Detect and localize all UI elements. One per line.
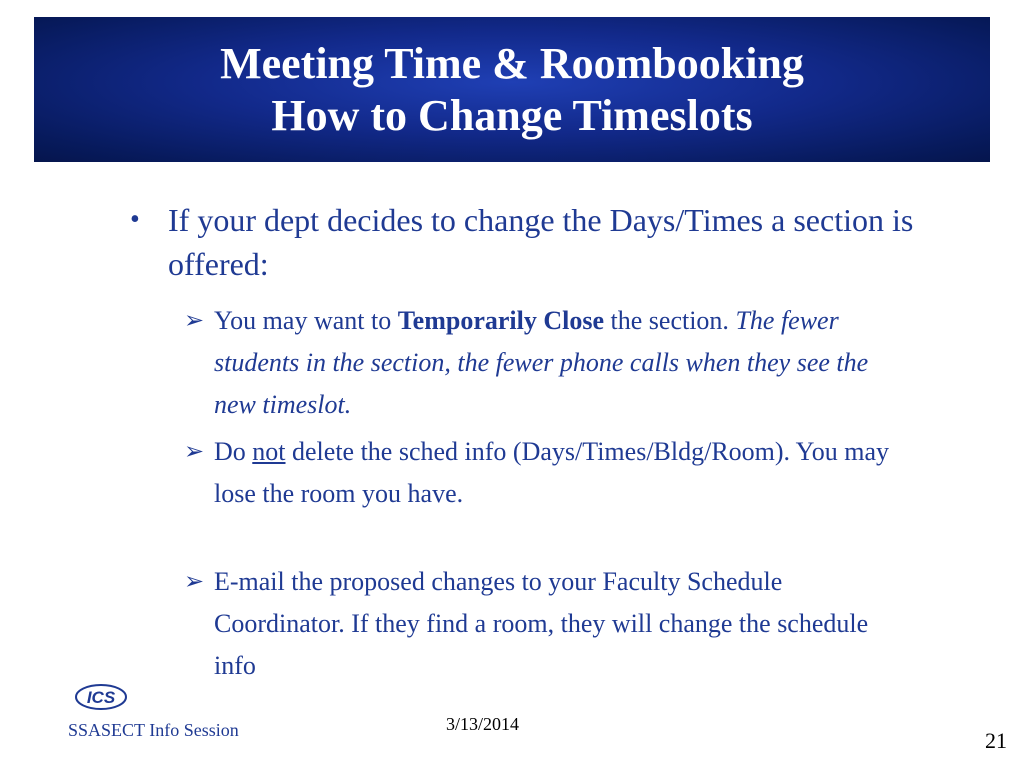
sub-bullet-3 <box>184 561 914 687</box>
sub-bullet-1-italic: The fewer students in the section, the fewer phone calls when they see the new timeslot. <box>214 306 869 419</box>
sub-bullet-2-post: delete the sched info (Days/Times/Bldg/Room). You may lose the room you have. <box>214 437 890 508</box>
arrow-bullet-icon: ➢ <box>184 439 205 465</box>
sub-bullet-1-pre: You may want to <box>214 306 398 335</box>
main-bullet <box>130 198 928 286</box>
slide-title-line-2: How to Change Timeslots <box>271 90 753 140</box>
sub-bullet-2-pre: Do <box>214 437 253 466</box>
footer-session-label: SSASECT Info Session <box>68 720 239 740</box>
sub-bullet-1-bold: Temporarily Close <box>397 306 605 335</box>
ics-logo <box>74 683 128 711</box>
bullet-dot-icon: • <box>130 204 140 235</box>
sub-bullet-1-post: the section. <box>604 306 736 335</box>
sub-bullet-2-underline: not <box>252 437 286 466</box>
page-number: 21 <box>985 728 1007 753</box>
arrow-bullet-icon: ➢ <box>184 308 205 334</box>
footer-date: 3/13/2014 <box>446 714 520 734</box>
sub-bullet-3-text: E-mail the proposed changes to your Faculty Schedule Coordinator. If they find a room, they will change the schedule info <box>214 567 869 680</box>
sub-bullet-1 <box>184 300 914 426</box>
sub-bullet-2 <box>184 431 914 515</box>
main-bullet-text: If your dept decides to change the Days/Times a section is offered: <box>168 202 914 282</box>
logo-text: ICS <box>86 688 116 707</box>
slide-title-line-1: Meeting Time & Roombooking <box>220 38 804 88</box>
arrow-bullet-icon: ➢ <box>184 569 205 595</box>
